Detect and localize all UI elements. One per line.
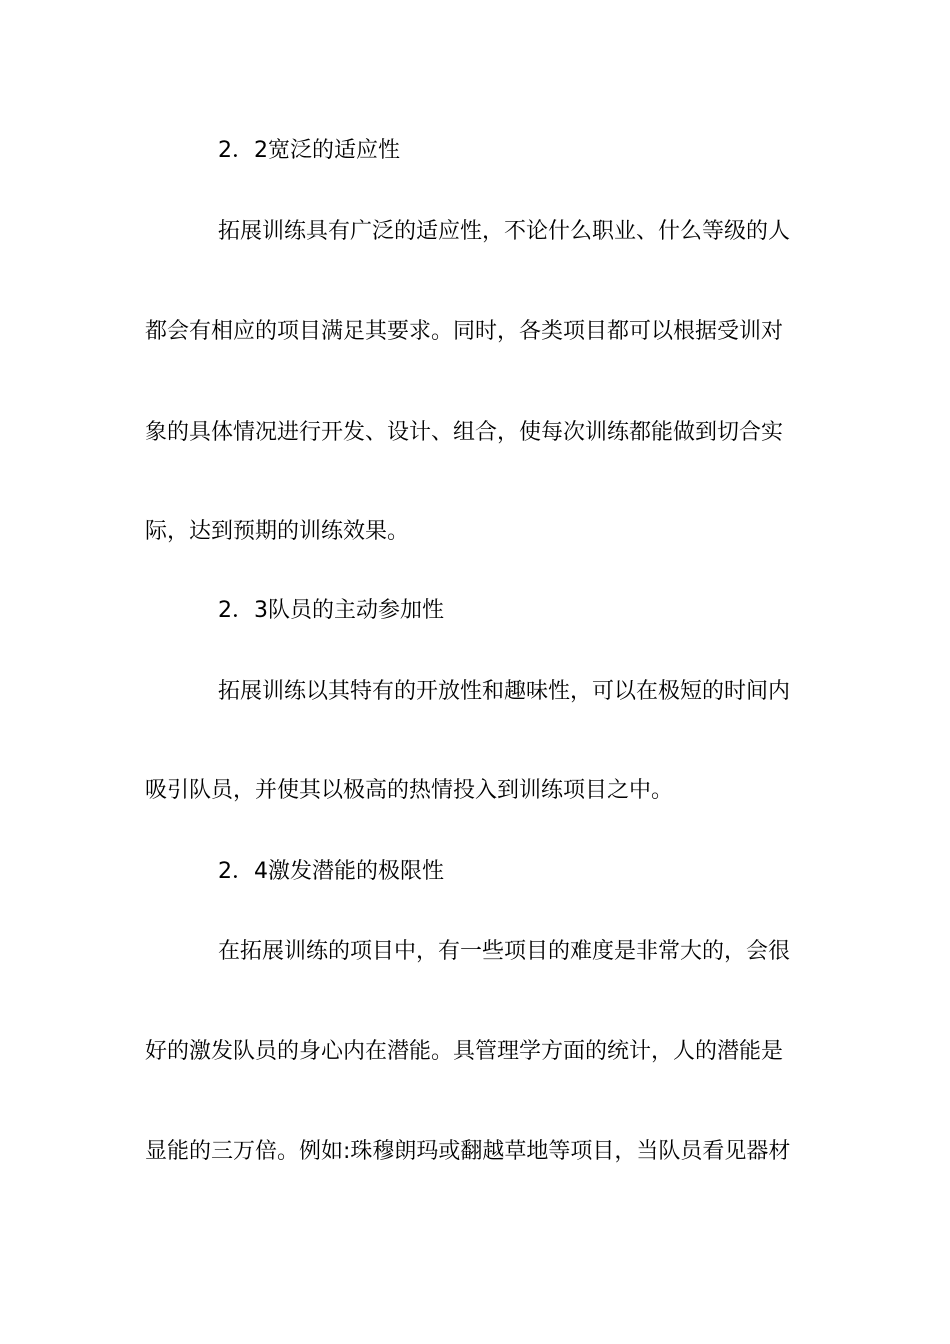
paragraph-line: 际，达到预期的训练效果。 (145, 519, 410, 544)
paragraph-line: 象的具体情况进行开发、设计、组合，使每次训练都能做到切合实 (145, 420, 784, 445)
section-heading: 2．3队员的主动参加性 (218, 598, 444, 623)
paragraph-line: 拓展训练具有广泛的适应性，不论什么职业、什么等级的人 (218, 219, 791, 244)
paragraph-line: 显能的三万倍。例如:珠穆朗玛或翻越草地等项目，当队员看见器材 (145, 1139, 791, 1164)
paragraph-line: 拓展训练以其特有的开放性和趣味性，可以在极短的时间内 (218, 679, 791, 704)
paragraph-line: 都会有相应的项目满足其要求。同时，各类项目都可以根据受训对 (145, 319, 784, 344)
paragraph-line: 吸引队员，并使其以极高的热情投入到训练项目之中。 (145, 778, 674, 803)
section-heading: 2．4激发潜能的极限性 (218, 859, 444, 884)
paragraph-line: 在拓展训练的项目中，有一些项目的难度是非常大的，会很 (218, 939, 791, 964)
section-heading: 2．2宽泛的适应性 (218, 138, 400, 163)
paragraph-line: 好的激发队员的身心内在潜能。具管理学方面的统计，人的潜能是 (145, 1039, 784, 1064)
